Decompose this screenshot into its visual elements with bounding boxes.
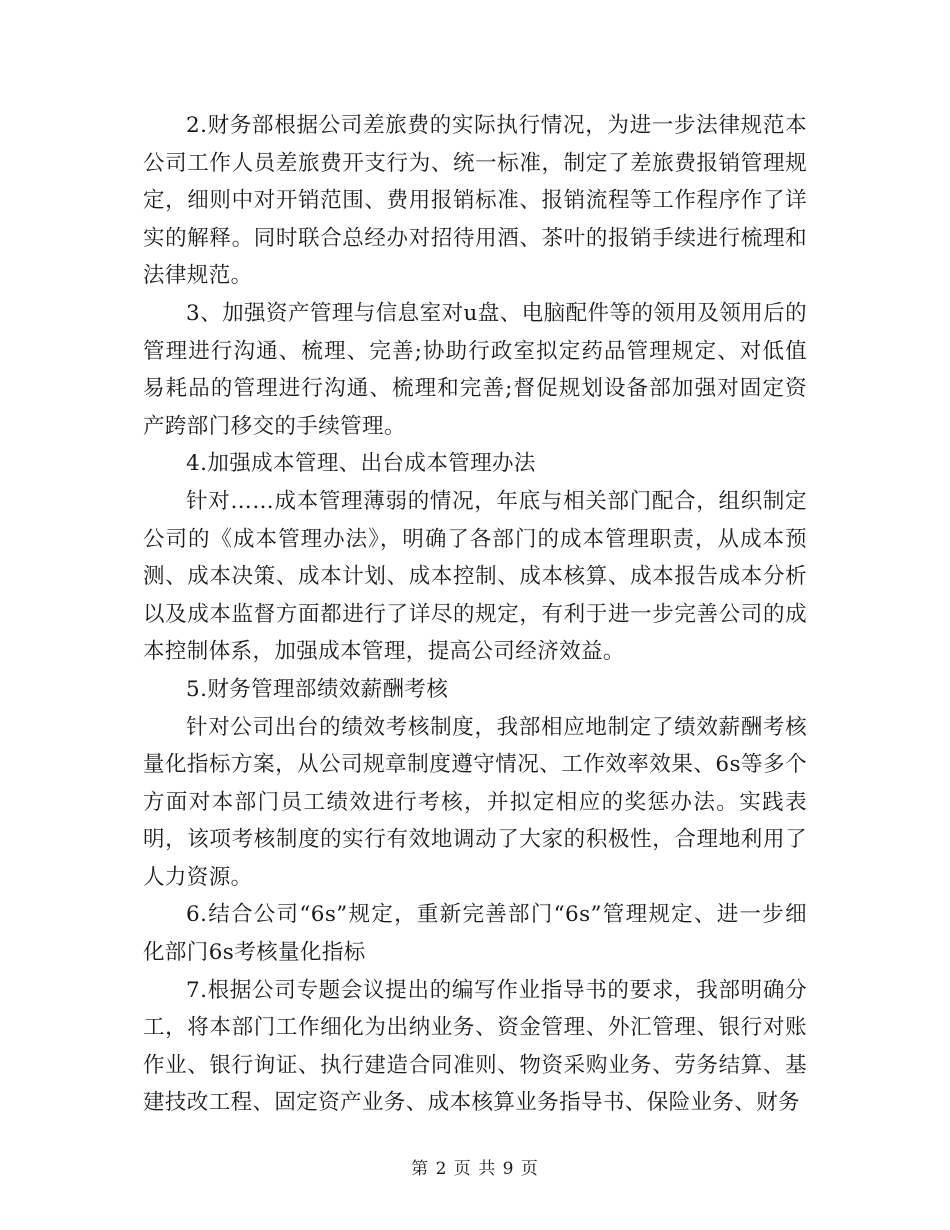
paragraph-travel-expense: 2.财务部根据公司差旅费的实际执行情况，为进一步法律规范本公司工作人员差旅费开支行为、统一标准，制定了差旅费报销管理规定，细则中对开销范围、费用报销标准、报销流程等工作程序作了详实的解释。同时联合总经办对招待用酒、茶叶的报销手续进行梳理和法律规范。 — [143, 113, 807, 289]
heading-cost-management: 4.加强成本管理、出台成本管理办法 — [186, 451, 536, 477]
paragraph-asset-management: 3、加强资产管理与信息室对u盘、电脑配件等的领用及领用后的管理进行沟通、梳理、完善;协助行政室拟定药品管理规定、对低值易耗品的管理进行沟通、梳理和完善;督促规划设备部加强对固定资产跨部门移交的手续管理。 — [143, 300, 807, 439]
document-body — [143, 107, 807, 1122]
paragraph-cost-management: 针对……成本管理薄弱的情况，年底与相关部门配合，组织制定公司的《成本管理办法》，明确了各部门的成本管理职责，从成本预测、成本决策、成本计划、成本控制、成本核算、成本报告成本分析以及成本监督方面都进行了详尽的规定，有利于进一步完善公司的成本控制体系，加强成本管理，提高公司经济效益。 — [143, 488, 807, 665]
paragraph-6s-rules: 6.结合公司“6s”规定，重新完善部门“6s”管理规定、进一步细化部门6s考核量化指标 — [143, 902, 807, 966]
paragraph-performance-pay: 针对公司出台的绩效考核制度，我部相应地制定了绩效薪酬考核量化指标方案，从公司规章制度遵守情况、工作效率效果、6s等多个方面对本部门员工绩效进行考核，并拟定相应的奖惩办法。实践表明，该项考核制度的实行有效地调动了大家的积极性，合理地利用了人力资源。 — [143, 714, 807, 890]
page-number: 第 2 页 共 9 页 — [411, 1159, 539, 1179]
paragraph-work-instructions: 7.根据公司专题会议提出的编写作业指导书的要求，我部明确分工，将本部门工作细化为出纳业务、资金管理、外汇管理、银行对账作业、银行询证、执行建造合同准则、物资采购业务、劳务结算、基建技改工程、固定资产业务、成本核算业务指导书、保险业务、财务 — [143, 977, 807, 1116]
heading-performance-pay: 5.财务管理部绩效薪酬考核 — [186, 676, 449, 702]
